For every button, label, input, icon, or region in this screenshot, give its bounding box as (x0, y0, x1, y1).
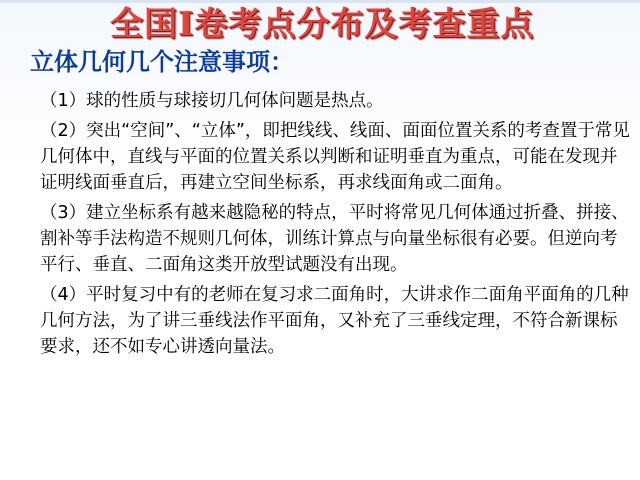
item-number: （1） (40, 91, 87, 111)
item-text: 球的性质与球接切几何体问题是热点。 (86, 91, 384, 111)
notes-list (40, 88, 630, 364)
list-item (40, 118, 630, 196)
list-item (40, 88, 630, 114)
item-text: 平时复习中有的老师在复习求二面角时，大讲求作二面角平面角的几种几何方法，为了讲三垂线法作平面角，又补充了三垂线定理，不符合新课标要求，还不如专心讲透向量法。 (40, 285, 629, 357)
list-item (40, 282, 630, 360)
item-text: 建立坐标系有越来越隐秘的特点，平时将常见几何体通过折叠、拼接、割补等手法构造不规则几何体，训练计算点与向量坐标很有必要。但逆向考平行、垂直、二面角这类开放型试题没有出现。 (40, 203, 629, 275)
item-number: （3） (40, 203, 87, 223)
slide-title: 全国Ⅰ卷考点分布及考查重点 (110, 4, 535, 43)
item-number: （4） (40, 285, 87, 305)
item-text: 突出“空间”、“立体”，即把线线、线面、面面位置关系的考查置于常见几何体中，直线与平面的位置关系以判断和证明垂直为重点，可能在发现并证明线面垂直后，再建立空间坐标系，再求线面角或二面角。 (40, 121, 630, 193)
list-item (40, 200, 630, 278)
section-subtitle: 立体几何几个注意事项： (30, 48, 294, 76)
item-number: （2） (40, 121, 87, 141)
